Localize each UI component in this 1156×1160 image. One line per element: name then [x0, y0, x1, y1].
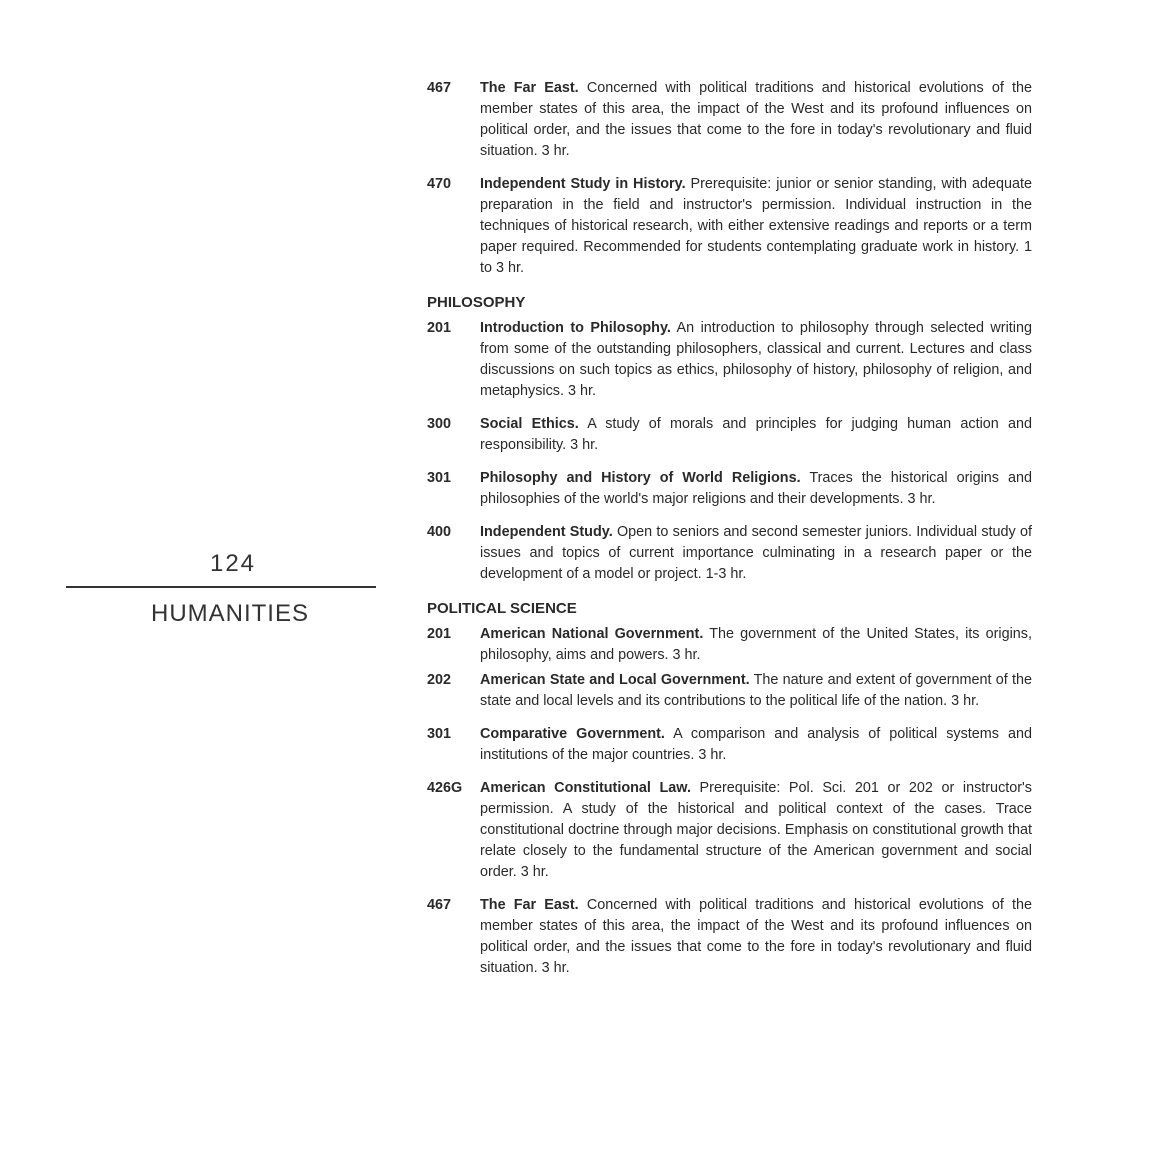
course-description: The government of the United States, its origins, philosophy, aims and powers. 3 hr. — [480, 626, 1032, 663]
course-entry — [427, 895, 1032, 979]
course-description: Traces the historical origins and philosophies of the world's major religions and their developments. 3 hr. — [480, 470, 1032, 507]
course-description: A study of morals and principles for judging human action and responsibility. 3 hr. — [480, 416, 1032, 453]
course-body — [480, 895, 1032, 979]
course-description: Concerned with political traditions and historical evolutions of the member states of this area, the impact of the West and its profound influences on political order, and the issues that come to the fore in today's revolutionary and fluid situation. 3 hr. — [480, 897, 1032, 976]
course-title: The Far East. — [480, 897, 579, 913]
course-entry — [427, 724, 1032, 766]
course-number: 400 — [427, 524, 452, 540]
course-entry — [427, 78, 1032, 162]
course-title: The Far East. — [480, 80, 579, 96]
divider-rule — [66, 586, 376, 588]
course-title: American National Government. — [480, 626, 704, 642]
course-description: A comparison and analysis of political systems and institutions of the major countries. 3 hr. — [480, 726, 1032, 763]
course-title: Philosophy and History of World Religions. — [480, 470, 801, 486]
course-entry — [427, 624, 1032, 666]
course-number: 467 — [427, 897, 452, 913]
course-body — [480, 624, 1032, 666]
course-entry — [427, 174, 1032, 279]
course-entry — [427, 468, 1032, 510]
section-heading-philosophy: PHILOSOPHY — [427, 294, 526, 311]
course-description: Prerequisite: junior or senior standing, with adequate preparation in the field and instructor's permission. Individual instruction in the techniques of historical research, with either extensive readings and reports or a term paper required. Recommended for students contemplating graduate work in history. 1 to 3 hr. — [480, 176, 1033, 276]
section-heading-political-science: POLITICAL SCIENCE — [427, 600, 577, 617]
course-title: American Constitutional Law. — [480, 780, 691, 796]
course-description: Open to seniors and second semester juniors. Individual study of issues and topics of current importance culminating in a research paper or the development of a model or project. 1-3 hr. — [480, 524, 1033, 582]
course-listing — [427, 78, 1032, 979]
course-title: Introduction to Philosophy. — [480, 320, 671, 336]
course-number: 301 — [427, 726, 452, 742]
course-title: Independent Study. — [480, 524, 613, 540]
course-title: Comparative Government. — [480, 726, 665, 742]
course-number: 300 — [427, 416, 452, 432]
course-entry — [427, 670, 1032, 712]
course-body — [480, 468, 1032, 510]
course-number: 201 — [427, 320, 452, 336]
page-number: 124 — [209, 550, 257, 577]
course-number: 467 — [427, 80, 452, 96]
course-body — [480, 78, 1032, 162]
course-body — [480, 174, 1032, 279]
course-title: Independent Study in History. — [480, 176, 686, 192]
course-number: 201 — [427, 626, 452, 642]
course-description: Prerequisite: Pol. Sci. 201 or 202 or instructor's permission. A study of the historical and political context of the cases. Trace constitutional doctrine through major decisions. Emphasis on constitutional growth that relate closely to the fundamental structure of the American government and social order. 3 hr. — [480, 780, 1032, 880]
course-body — [480, 318, 1032, 402]
course-entry — [427, 318, 1032, 402]
course-title: American State and Local Government. — [480, 672, 750, 688]
course-number: 301 — [427, 470, 452, 486]
course-entry — [427, 522, 1032, 585]
course-body — [480, 778, 1032, 883]
course-entry — [427, 778, 1032, 883]
course-title: Social Ethics. — [480, 416, 579, 432]
course-body — [480, 724, 1032, 766]
course-entry — [427, 414, 1032, 456]
page-sidebar — [66, 548, 376, 628]
section-title: HUMANITIES — [150, 600, 309, 627]
course-description: The nature and extent of government of the state and local levels and its contributions to the political life of the nation. 3 hr. — [480, 672, 1032, 709]
course-description: An introduction to philosophy through selected writing from some of the outstanding philosophers, classical and current. Lectures and class discussions on such topics as ethics, philosophy of history, philosophy of religion, and metaphysics. 3 hr. — [480, 320, 1032, 399]
course-number: 202 — [427, 672, 452, 688]
course-body — [480, 414, 1032, 456]
course-description: Concerned with political traditions and historical evolutions of the member states of this area, the impact of the West and its profound influences on political order, and the issues that come to the fore in today's revolutionary and fluid situation. 3 hr. — [480, 80, 1032, 159]
course-number: 470 — [427, 176, 452, 192]
course-number: 426G — [427, 780, 463, 796]
course-body — [480, 522, 1032, 585]
course-body — [480, 670, 1032, 712]
